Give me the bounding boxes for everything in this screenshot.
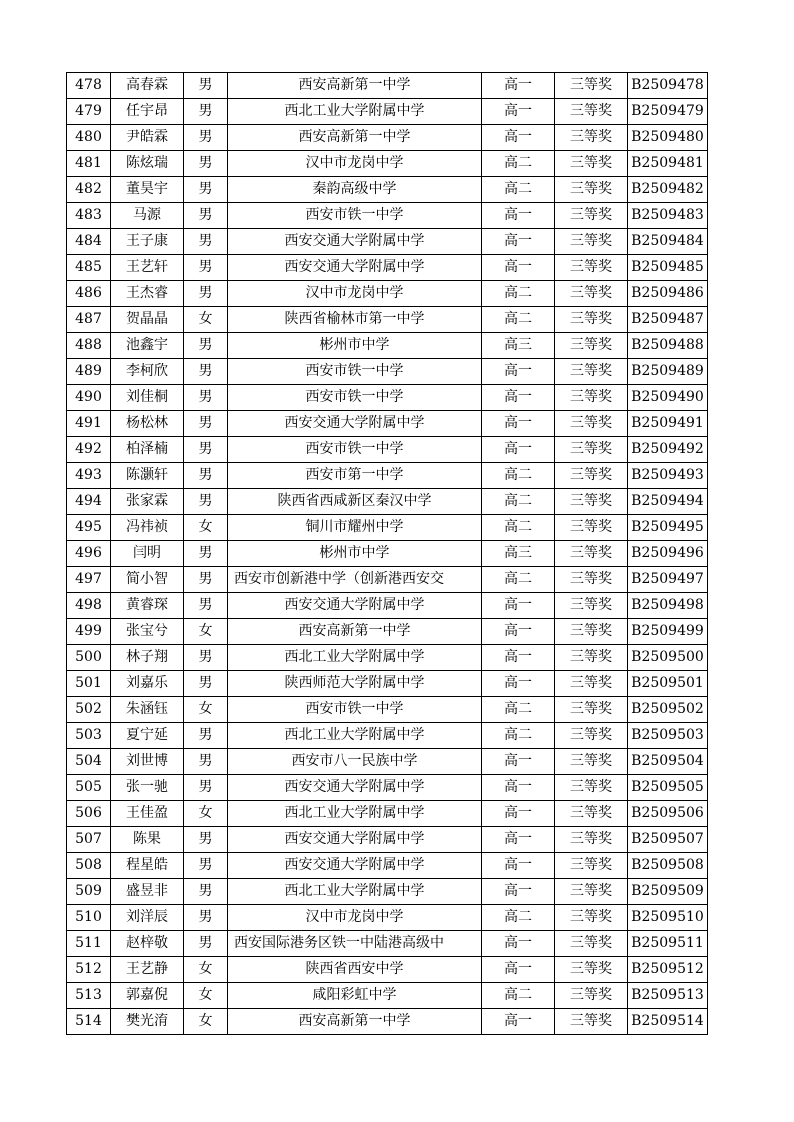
table-row [67, 749, 708, 775]
student-name-cell: 池鑫宇 [111, 333, 184, 359]
certificate-id-cell: B2509486 [628, 281, 708, 307]
grade-cell: 高二 [482, 281, 555, 307]
award-level-cell: 三等奖 [555, 255, 628, 281]
award-level-cell: 三等奖 [555, 671, 628, 697]
grade-cell: 高一 [482, 645, 555, 671]
student-name-cell: 杨松林 [111, 411, 184, 437]
gender-cell: 女 [184, 697, 228, 723]
school-cell: 彬州市中学 [228, 541, 482, 567]
table-row [67, 593, 708, 619]
student-name-cell: 王艺轩 [111, 255, 184, 281]
school-cell: 陕西师范大学附属中学 [228, 671, 482, 697]
table-row [67, 645, 708, 671]
gender-cell: 男 [184, 359, 228, 385]
gender-cell: 男 [184, 931, 228, 957]
certificate-id-cell: B2509508 [628, 853, 708, 879]
certificate-id-cell: B2509503 [628, 723, 708, 749]
certificate-id-cell: B2509485 [628, 255, 708, 281]
school-cell: 陕西省西咸新区秦汉中学 [228, 489, 482, 515]
award-level-cell: 三等奖 [555, 983, 628, 1009]
row-number-cell: 502 [67, 697, 111, 723]
table-row [67, 853, 708, 879]
student-name-cell: 夏宁延 [111, 723, 184, 749]
award-level-cell: 三等奖 [555, 359, 628, 385]
certificate-id-cell: B2509479 [628, 99, 708, 125]
grade-cell: 高一 [482, 593, 555, 619]
school-cell: 汉中市龙岗中学 [228, 281, 482, 307]
school-cell: 西安高新第一中学 [228, 73, 482, 99]
school-cell: 汉中市龙岗中学 [228, 905, 482, 931]
row-number-cell: 492 [67, 437, 111, 463]
row-number-cell: 481 [67, 151, 111, 177]
row-number-cell: 505 [67, 775, 111, 801]
grade-cell: 高一 [482, 125, 555, 151]
certificate-id-cell: B2509483 [628, 203, 708, 229]
table-row [67, 125, 708, 151]
gender-cell: 男 [184, 749, 228, 775]
row-number-cell: 479 [67, 99, 111, 125]
gender-cell: 女 [184, 619, 228, 645]
school-cell: 西安高新第一中学 [228, 1009, 482, 1035]
award-level-cell: 三等奖 [555, 333, 628, 359]
grade-cell: 高一 [482, 801, 555, 827]
school-cell: 西北工业大学附属中学 [228, 99, 482, 125]
student-name-cell: 郭嘉倪 [111, 983, 184, 1009]
school-cell: 西安交通大学附属中学 [228, 853, 482, 879]
certificate-id-cell: B2509513 [628, 983, 708, 1009]
school-cell: 西北工业大学附属中学 [228, 801, 482, 827]
award-level-cell: 三等奖 [555, 905, 628, 931]
gender-cell: 男 [184, 645, 228, 671]
grade-cell: 高一 [482, 749, 555, 775]
certificate-id-cell: B2509492 [628, 437, 708, 463]
gender-cell: 男 [184, 99, 228, 125]
student-name-cell: 陈炫瑞 [111, 151, 184, 177]
student-name-cell: 简小智 [111, 567, 184, 593]
table-row [67, 385, 708, 411]
grade-cell: 高二 [482, 307, 555, 333]
award-level-cell: 三等奖 [555, 541, 628, 567]
table-row [67, 99, 708, 125]
row-number-cell: 504 [67, 749, 111, 775]
row-number-cell: 510 [67, 905, 111, 931]
award-level-cell: 三等奖 [555, 619, 628, 645]
row-number-cell: 482 [67, 177, 111, 203]
certificate-id-cell: B2509488 [628, 333, 708, 359]
grade-cell: 高一 [482, 879, 555, 905]
award-level-cell: 三等奖 [555, 437, 628, 463]
row-number-cell: 513 [67, 983, 111, 1009]
row-number-cell: 491 [67, 411, 111, 437]
gender-cell: 男 [184, 567, 228, 593]
table-row [67, 489, 708, 515]
grade-cell: 高一 [482, 619, 555, 645]
student-name-cell: 张宝兮 [111, 619, 184, 645]
certificate-id-cell: B2509484 [628, 229, 708, 255]
gender-cell: 男 [184, 73, 228, 99]
award-level-cell: 三等奖 [555, 775, 628, 801]
certificate-id-cell: B2509505 [628, 775, 708, 801]
table-row [67, 177, 708, 203]
grade-cell: 高二 [482, 905, 555, 931]
student-name-cell: 樊光淯 [111, 1009, 184, 1035]
award-level-cell: 三等奖 [555, 515, 628, 541]
school-cell: 西安国际港务区铁一中陆港高级中 [228, 931, 482, 957]
certificate-id-cell: B2509496 [628, 541, 708, 567]
table-row [67, 827, 708, 853]
table-row [67, 203, 708, 229]
certificate-id-cell: B2509493 [628, 463, 708, 489]
school-cell: 秦韵高级中学 [228, 177, 482, 203]
grade-cell: 高二 [482, 697, 555, 723]
grade-cell: 高一 [482, 931, 555, 957]
gender-cell: 男 [184, 879, 228, 905]
school-cell: 西安市第一中学 [228, 463, 482, 489]
row-number-cell: 494 [67, 489, 111, 515]
table-row [67, 775, 708, 801]
grade-cell: 高一 [482, 73, 555, 99]
student-name-cell: 黄睿琛 [111, 593, 184, 619]
grade-cell: 高一 [482, 411, 555, 437]
school-cell: 西安市铁一中学 [228, 385, 482, 411]
award-level-cell: 三等奖 [555, 697, 628, 723]
grade-cell: 高二 [482, 151, 555, 177]
grade-cell: 高二 [482, 515, 555, 541]
gender-cell: 男 [184, 723, 228, 749]
row-number-cell: 506 [67, 801, 111, 827]
gender-cell: 男 [184, 281, 228, 307]
student-name-cell: 任宇昂 [111, 99, 184, 125]
school-cell: 西安交通大学附属中学 [228, 411, 482, 437]
school-cell: 西安市铁一中学 [228, 697, 482, 723]
row-number-cell: 508 [67, 853, 111, 879]
award-level-cell: 三等奖 [555, 801, 628, 827]
grade-cell: 高二 [482, 567, 555, 593]
certificate-id-cell: B2509499 [628, 619, 708, 645]
gender-cell: 男 [184, 203, 228, 229]
grade-cell: 高一 [482, 359, 555, 385]
grade-cell: 高二 [482, 983, 555, 1009]
certificate-id-cell: B2509487 [628, 307, 708, 333]
grade-cell: 高二 [482, 723, 555, 749]
student-name-cell: 王艺静 [111, 957, 184, 983]
table-row [67, 671, 708, 697]
award-level-cell: 三等奖 [555, 957, 628, 983]
row-number-cell: 500 [67, 645, 111, 671]
student-name-cell: 张一驰 [111, 775, 184, 801]
certificate-id-cell: B2509480 [628, 125, 708, 151]
award-level-cell: 三等奖 [555, 151, 628, 177]
gender-cell: 男 [184, 593, 228, 619]
student-name-cell: 林子翔 [111, 645, 184, 671]
row-number-cell: 507 [67, 827, 111, 853]
table-row [67, 333, 708, 359]
grade-cell: 高一 [482, 99, 555, 125]
student-name-cell: 盛昱非 [111, 879, 184, 905]
school-cell: 西安交通大学附属中学 [228, 229, 482, 255]
school-cell: 陕西省榆林市第一中学 [228, 307, 482, 333]
certificate-id-cell: B2509504 [628, 749, 708, 775]
table-row [67, 411, 708, 437]
student-name-cell: 王子康 [111, 229, 184, 255]
school-cell: 西北工业大学附属中学 [228, 723, 482, 749]
grade-cell: 高二 [482, 463, 555, 489]
student-name-cell: 刘洋辰 [111, 905, 184, 931]
gender-cell: 男 [184, 827, 228, 853]
certificate-id-cell: B2509506 [628, 801, 708, 827]
gender-cell: 男 [184, 385, 228, 411]
gender-cell: 女 [184, 515, 228, 541]
grade-cell: 高一 [482, 1009, 555, 1035]
row-number-cell: 484 [67, 229, 111, 255]
table-row [67, 281, 708, 307]
gender-cell: 女 [184, 307, 228, 333]
award-level-cell: 三等奖 [555, 489, 628, 515]
table-row [67, 255, 708, 281]
award-level-cell: 三等奖 [555, 645, 628, 671]
school-cell: 汉中市龙岗中学 [228, 151, 482, 177]
row-number-cell: 511 [67, 931, 111, 957]
row-number-cell: 486 [67, 281, 111, 307]
certificate-id-cell: B2509490 [628, 385, 708, 411]
table-row [67, 957, 708, 983]
student-name-cell: 刘世博 [111, 749, 184, 775]
award-level-cell: 三等奖 [555, 463, 628, 489]
row-number-cell: 501 [67, 671, 111, 697]
table-row [67, 931, 708, 957]
award-level-cell: 三等奖 [555, 73, 628, 99]
award-level-cell: 三等奖 [555, 853, 628, 879]
student-name-cell: 程星皓 [111, 853, 184, 879]
grade-cell: 高一 [482, 775, 555, 801]
gender-cell: 男 [184, 229, 228, 255]
award-level-cell: 三等奖 [555, 567, 628, 593]
table-row [67, 723, 708, 749]
table-row [67, 905, 708, 931]
grade-cell: 高三 [482, 333, 555, 359]
table-row [67, 437, 708, 463]
certificate-id-cell: B2509510 [628, 905, 708, 931]
certificate-id-cell: B2509489 [628, 359, 708, 385]
school-cell: 陕西省西安中学 [228, 957, 482, 983]
row-number-cell: 480 [67, 125, 111, 151]
school-cell: 西安市铁一中学 [228, 359, 482, 385]
gender-cell: 女 [184, 957, 228, 983]
student-name-cell: 陈灏轩 [111, 463, 184, 489]
student-name-cell: 尹皓霖 [111, 125, 184, 151]
award-level-cell: 三等奖 [555, 203, 628, 229]
gender-cell: 男 [184, 437, 228, 463]
gender-cell: 女 [184, 983, 228, 1009]
school-cell: 西安高新第一中学 [228, 125, 482, 151]
gender-cell: 男 [184, 411, 228, 437]
grade-cell: 高一 [482, 385, 555, 411]
award-level-cell: 三等奖 [555, 723, 628, 749]
school-cell: 彬州市中学 [228, 333, 482, 359]
row-number-cell: 488 [67, 333, 111, 359]
student-name-cell: 董昊宇 [111, 177, 184, 203]
student-name-cell: 冯祎祯 [111, 515, 184, 541]
row-number-cell: 498 [67, 593, 111, 619]
grade-cell: 高一 [482, 437, 555, 463]
gender-cell: 男 [184, 671, 228, 697]
table-row [67, 801, 708, 827]
gender-cell: 男 [184, 541, 228, 567]
award-level-cell: 三等奖 [555, 125, 628, 151]
certificate-id-cell: B2509498 [628, 593, 708, 619]
school-cell: 西安交通大学附属中学 [228, 255, 482, 281]
row-number-cell: 490 [67, 385, 111, 411]
school-cell: 西安市八一民族中学 [228, 749, 482, 775]
table-row [67, 73, 708, 99]
award-level-cell: 三等奖 [555, 229, 628, 255]
gender-cell: 男 [184, 255, 228, 281]
table-row [67, 619, 708, 645]
student-name-cell: 高春霖 [111, 73, 184, 99]
school-cell: 西安市创新港中学（创新港西安交 [228, 567, 482, 593]
table-row [67, 541, 708, 567]
award-level-cell: 三等奖 [555, 385, 628, 411]
row-number-cell: 493 [67, 463, 111, 489]
table-row [67, 983, 708, 1009]
grade-cell: 高一 [482, 827, 555, 853]
school-cell: 铜川市耀州中学 [228, 515, 482, 541]
school-cell: 西安交通大学附属中学 [228, 775, 482, 801]
award-level-cell: 三等奖 [555, 931, 628, 957]
school-cell: 西安高新第一中学 [228, 619, 482, 645]
student-name-cell: 王杰睿 [111, 281, 184, 307]
gender-cell: 男 [184, 151, 228, 177]
row-number-cell: 485 [67, 255, 111, 281]
certificate-id-cell: B2509514 [628, 1009, 708, 1035]
award-level-cell: 三等奖 [555, 879, 628, 905]
grade-cell: 高二 [482, 177, 555, 203]
table-row [67, 515, 708, 541]
school-cell: 西安市铁一中学 [228, 437, 482, 463]
certificate-id-cell: B2509482 [628, 177, 708, 203]
student-name-cell: 陈果 [111, 827, 184, 853]
row-number-cell: 514 [67, 1009, 111, 1035]
student-name-cell: 王佳盈 [111, 801, 184, 827]
certificate-id-cell: B2509497 [628, 567, 708, 593]
student-name-cell: 刘佳桐 [111, 385, 184, 411]
row-number-cell: 499 [67, 619, 111, 645]
gender-cell: 女 [184, 801, 228, 827]
table-row [67, 463, 708, 489]
certificate-id-cell: B2509500 [628, 645, 708, 671]
certificate-id-cell: B2509507 [628, 827, 708, 853]
school-cell: 西安交通大学附属中学 [228, 593, 482, 619]
table-row [67, 697, 708, 723]
award-level-cell: 三等奖 [555, 307, 628, 333]
certificate-id-cell: B2509495 [628, 515, 708, 541]
row-number-cell: 489 [67, 359, 111, 385]
row-number-cell: 497 [67, 567, 111, 593]
grade-cell: 高一 [482, 203, 555, 229]
gender-cell: 男 [184, 125, 228, 151]
grade-cell: 高一 [482, 671, 555, 697]
row-number-cell: 495 [67, 515, 111, 541]
award-level-cell: 三等奖 [555, 281, 628, 307]
row-number-cell: 496 [67, 541, 111, 567]
award-level-cell: 三等奖 [555, 411, 628, 437]
award-list-table [66, 72, 708, 1035]
school-cell: 西安市铁一中学 [228, 203, 482, 229]
school-cell: 咸阳彩虹中学 [228, 983, 482, 1009]
certificate-id-cell: B2509512 [628, 957, 708, 983]
student-name-cell: 柏泽楠 [111, 437, 184, 463]
gender-cell: 男 [184, 177, 228, 203]
gender-cell: 男 [184, 905, 228, 931]
grade-cell: 高二 [482, 489, 555, 515]
grade-cell: 高三 [482, 541, 555, 567]
student-name-cell: 李柯欣 [111, 359, 184, 385]
award-level-cell: 三等奖 [555, 177, 628, 203]
table-row [67, 229, 708, 255]
certificate-id-cell: B2509509 [628, 879, 708, 905]
award-level-cell: 三等奖 [555, 1009, 628, 1035]
certificate-id-cell: B2509491 [628, 411, 708, 437]
certificate-id-cell: B2509494 [628, 489, 708, 515]
student-name-cell: 刘嘉乐 [111, 671, 184, 697]
gender-cell: 男 [184, 775, 228, 801]
row-number-cell: 487 [67, 307, 111, 333]
table-row [67, 151, 708, 177]
award-level-cell: 三等奖 [555, 99, 628, 125]
school-cell: 西北工业大学附属中学 [228, 879, 482, 905]
school-cell: 西安交通大学附属中学 [228, 827, 482, 853]
gender-cell: 男 [184, 333, 228, 359]
certificate-id-cell: B2509481 [628, 151, 708, 177]
grade-cell: 高一 [482, 957, 555, 983]
school-cell: 西北工业大学附属中学 [228, 645, 482, 671]
grade-cell: 高一 [482, 229, 555, 255]
award-list-body [67, 73, 708, 1035]
row-number-cell: 483 [67, 203, 111, 229]
student-name-cell: 闫明 [111, 541, 184, 567]
certificate-id-cell: B2509502 [628, 697, 708, 723]
row-number-cell: 503 [67, 723, 111, 749]
row-number-cell: 478 [67, 73, 111, 99]
award-level-cell: 三等奖 [555, 749, 628, 775]
gender-cell: 男 [184, 463, 228, 489]
table-row [67, 879, 708, 905]
grade-cell: 高一 [482, 255, 555, 281]
student-name-cell: 赵梓敬 [111, 931, 184, 957]
row-number-cell: 509 [67, 879, 111, 905]
table-row [67, 307, 708, 333]
student-name-cell: 张家霖 [111, 489, 184, 515]
table-row [67, 359, 708, 385]
award-level-cell: 三等奖 [555, 593, 628, 619]
certificate-id-cell: B2509478 [628, 73, 708, 99]
gender-cell: 女 [184, 1009, 228, 1035]
gender-cell: 男 [184, 853, 228, 879]
table-row [67, 567, 708, 593]
certificate-id-cell: B2509501 [628, 671, 708, 697]
grade-cell: 高一 [482, 853, 555, 879]
gender-cell: 男 [184, 489, 228, 515]
table-row [67, 1009, 708, 1035]
award-level-cell: 三等奖 [555, 827, 628, 853]
student-name-cell: 马源 [111, 203, 184, 229]
certificate-id-cell: B2509511 [628, 931, 708, 957]
student-name-cell: 朱涵钰 [111, 697, 184, 723]
row-number-cell: 512 [67, 957, 111, 983]
student-name-cell: 贺晶晶 [111, 307, 184, 333]
